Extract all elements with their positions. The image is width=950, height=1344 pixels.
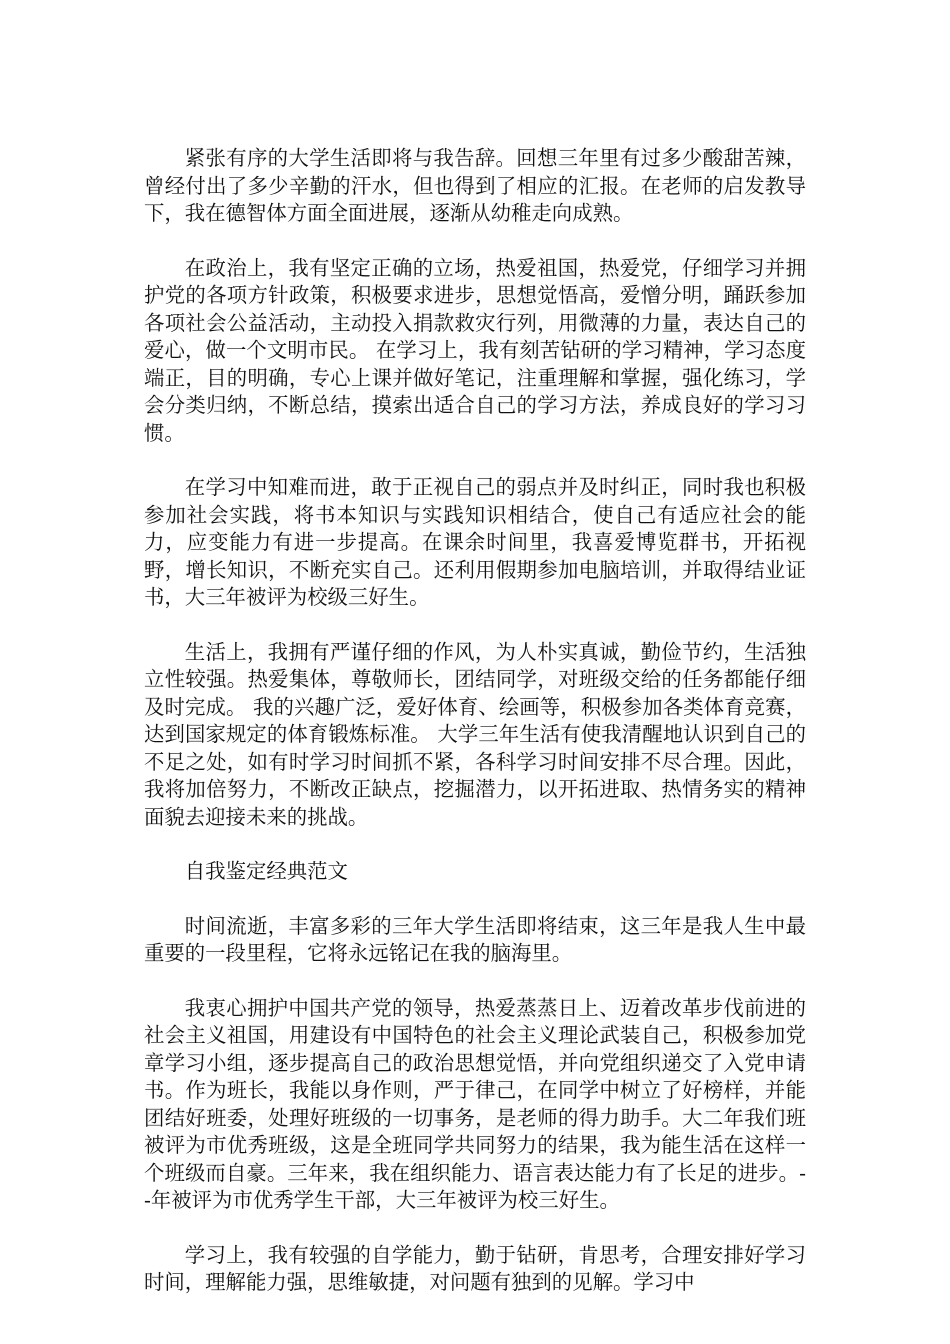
- paragraph-learning: 学习上，我有较强的自学能力，勤于钻研，肯思考，合理安排好学习时间，理解能力强，思维敏捷，对问题有独到的见解。学习中: [144, 1242, 806, 1294]
- document-body: [144, 145, 806, 1324]
- paragraph-practice: 在学习中知难而进，敢于正视自己的弱点并及时纠正，同时我也积极参加社会实践，将书本知识与实践知识相结合，使自己有适应社会的能力，应变能力有进一步提高。在课余时间里，我喜爱博览群书，开拓视野，增长知识，不断充实自己。还利用假期参加电脑培训，并取得结业证书，大三年被评为校级三好生。: [144, 475, 806, 609]
- paragraph-life: 生活上，我拥有严谨仔细的作风，为人朴实真诚，勤俭节约，生活独立性较强。热爱集体，尊敬师长，团结同学，对班级交给的任务都能仔细及时完成。 我的兴趣广泛，爱好体育、绘画等，积极参加各类体育竞赛，达到国家规定的体育锻炼标准。 大学三年生活有使我清醒地认识到自己的不足之处，如有时学习时间抓不紧，各科学习时间安排不尽合理。因此，我将加倍努力，不断改正缺点，挖掘潜力，以开拓进取、热情务实的精神面貌去迎接未来的挑战。: [144, 639, 806, 829]
- paragraph-party: 我衷心拥护中国共产党的领导，热爱蒸蒸日上、迈着改革步伐前进的社会主义祖国，用建设有中国特色的社会主义理论武装自己，积极参加党章学习小组，逐步提高自己的政治思想觉悟，并向党组织递交了入党申请书。作为班长，我能以身作则，严于律己，在同学中树立了好榜样，并能团结好班委，处理好班级的一切事务，是老师的得力助手。大二年我们班被评为市优秀班级，这是全班同学共同努力的结果，我为能生活在这样一个班级而自豪。三年来，我在组织能力、语言表达能力有了长足的进步。--年被评为市优秀学生干部，大三年被评为校三好生。: [144, 995, 806, 1212]
- paragraph-intro: 紧张有序的大学生活即将与我告辞。回想三年里有过多少酸甜苦辣，曾经付出了多少辛勤的汗水，但也得到了相应的汇报。在老师的启发教导下，我在德智体方面全面进展，逐渐从幼稚走向成熟。: [144, 146, 806, 225]
- section-heading: 自我鉴定经典范文: [184, 859, 348, 883]
- paragraph-time: 时间流逝，丰富多彩的三年大学生活即将结束，这三年是我人生中最重要的一段里程，它将永远铭记在我的脑海里。: [144, 913, 806, 965]
- paragraph-politics-study: 在政治上，我有坚定正确的立场，热爱祖国，热爱党，仔细学习并拥护党的各项方针政策，积极要求进步，思想觉悟高，爱憎分明，踊跃参加各项社会公益活动，主动投入捐款救灾行列，用微薄的力量，表达自己的爱心，做一个文明市民。 在学习上，我有刻苦钻研的学习精神，学习态度端正，目的明确，专心上课并做好笔记，注重理解和掌握，强化练习，学会分类归纳，不断总结，摸索出适合自己的学习方法，养成良好的学习习惯。: [144, 255, 806, 445]
